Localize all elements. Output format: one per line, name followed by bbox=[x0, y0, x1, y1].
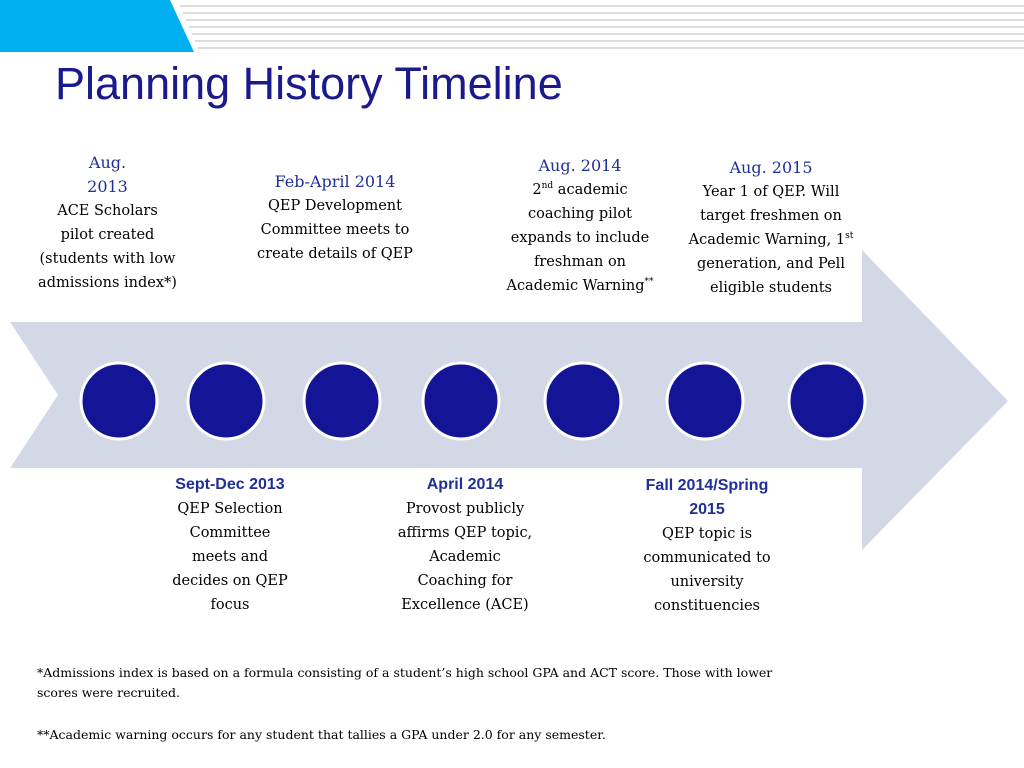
event-text: coaching pilot bbox=[528, 206, 632, 222]
event-text: expands to include bbox=[510, 230, 650, 246]
event-text: Coaching for bbox=[417, 573, 513, 589]
footnote-academic-warning: **Academic warning occurs for any student that tallies a GPA under 2.0 for any semester. bbox=[37, 727, 606, 742]
event-text: Year 1 of QEP. Will bbox=[702, 184, 840, 200]
event-text: affirms QEP topic, bbox=[397, 525, 533, 541]
event-text: university bbox=[670, 574, 744, 590]
timeline-node-7 bbox=[789, 363, 865, 439]
event-text: Committee meets to bbox=[260, 222, 410, 238]
event-text: Excellence (ACE) bbox=[401, 597, 529, 613]
event-text: Provost publicly bbox=[405, 501, 525, 517]
event-heading: April 2014 bbox=[426, 476, 504, 493]
corner-accent bbox=[0, 0, 194, 52]
timeline-node-1 bbox=[81, 363, 157, 439]
event-text: Academic Warning, 1st bbox=[688, 231, 854, 248]
timeline-node-6 bbox=[667, 363, 743, 439]
header-stripes bbox=[180, 6, 1024, 48]
event-text: eligible students bbox=[710, 280, 832, 296]
footnote-admissions-index: *Admissions index is based on a formula consisting of a student’s high school GPA and ACT score. Those with lower scores were recruited. bbox=[37, 665, 773, 700]
event-heading: Sept-Dec 2013 bbox=[175, 476, 285, 493]
event-aug-2013 bbox=[20, 151, 195, 295]
event-text: create details of QEP bbox=[257, 246, 413, 262]
event-heading: Aug. 2015 bbox=[729, 158, 813, 177]
event-heading: 2013 bbox=[87, 177, 128, 196]
event-fall-2014-spring-2015 bbox=[612, 474, 802, 618]
timeline-node-4 bbox=[423, 363, 499, 439]
event-text: decides on QEP bbox=[172, 573, 288, 589]
event-text: QEP Selection bbox=[177, 501, 283, 517]
event-text: meets and bbox=[191, 549, 269, 565]
event-text: QEP topic is bbox=[661, 526, 753, 542]
event-text: target freshmen on bbox=[700, 208, 842, 224]
event-text: ACE Scholars bbox=[57, 203, 158, 219]
event-text: freshman on bbox=[533, 254, 627, 270]
event-heading: Fall 2014/Spring bbox=[645, 477, 769, 494]
event-text: admissions index*) bbox=[38, 275, 177, 291]
event-text: constituencies bbox=[654, 598, 760, 614]
event-text: Academic bbox=[429, 549, 501, 565]
timeline-node-5 bbox=[545, 363, 621, 439]
page-title: Planning History Timeline bbox=[55, 58, 563, 109]
event-text: Academic Warning** bbox=[506, 277, 654, 294]
timeline-node-3 bbox=[304, 363, 380, 439]
event-feb-april-2014 bbox=[240, 170, 430, 266]
event-text: (students with low bbox=[39, 251, 176, 267]
event-text: Committee bbox=[189, 525, 271, 541]
event-text: communicated to bbox=[643, 550, 771, 566]
event-sept-dec-2013 bbox=[150, 473, 310, 617]
event-april-2014 bbox=[375, 473, 555, 617]
event-text: generation, and Pell bbox=[697, 256, 845, 272]
event-heading: Feb-April 2014 bbox=[274, 172, 396, 191]
event-aug-2015 bbox=[676, 156, 866, 300]
event-heading: Aug. 2014 bbox=[538, 156, 622, 175]
event-heading: Aug. bbox=[88, 153, 127, 172]
timeline-node-2 bbox=[188, 363, 264, 439]
event-aug-2014 bbox=[490, 154, 670, 298]
event-text: QEP Development bbox=[268, 198, 402, 214]
event-text: focus bbox=[210, 597, 250, 613]
event-text: pilot created bbox=[60, 227, 155, 243]
event-text: 2nd academic bbox=[532, 181, 628, 198]
event-heading: 2015 bbox=[689, 501, 725, 518]
